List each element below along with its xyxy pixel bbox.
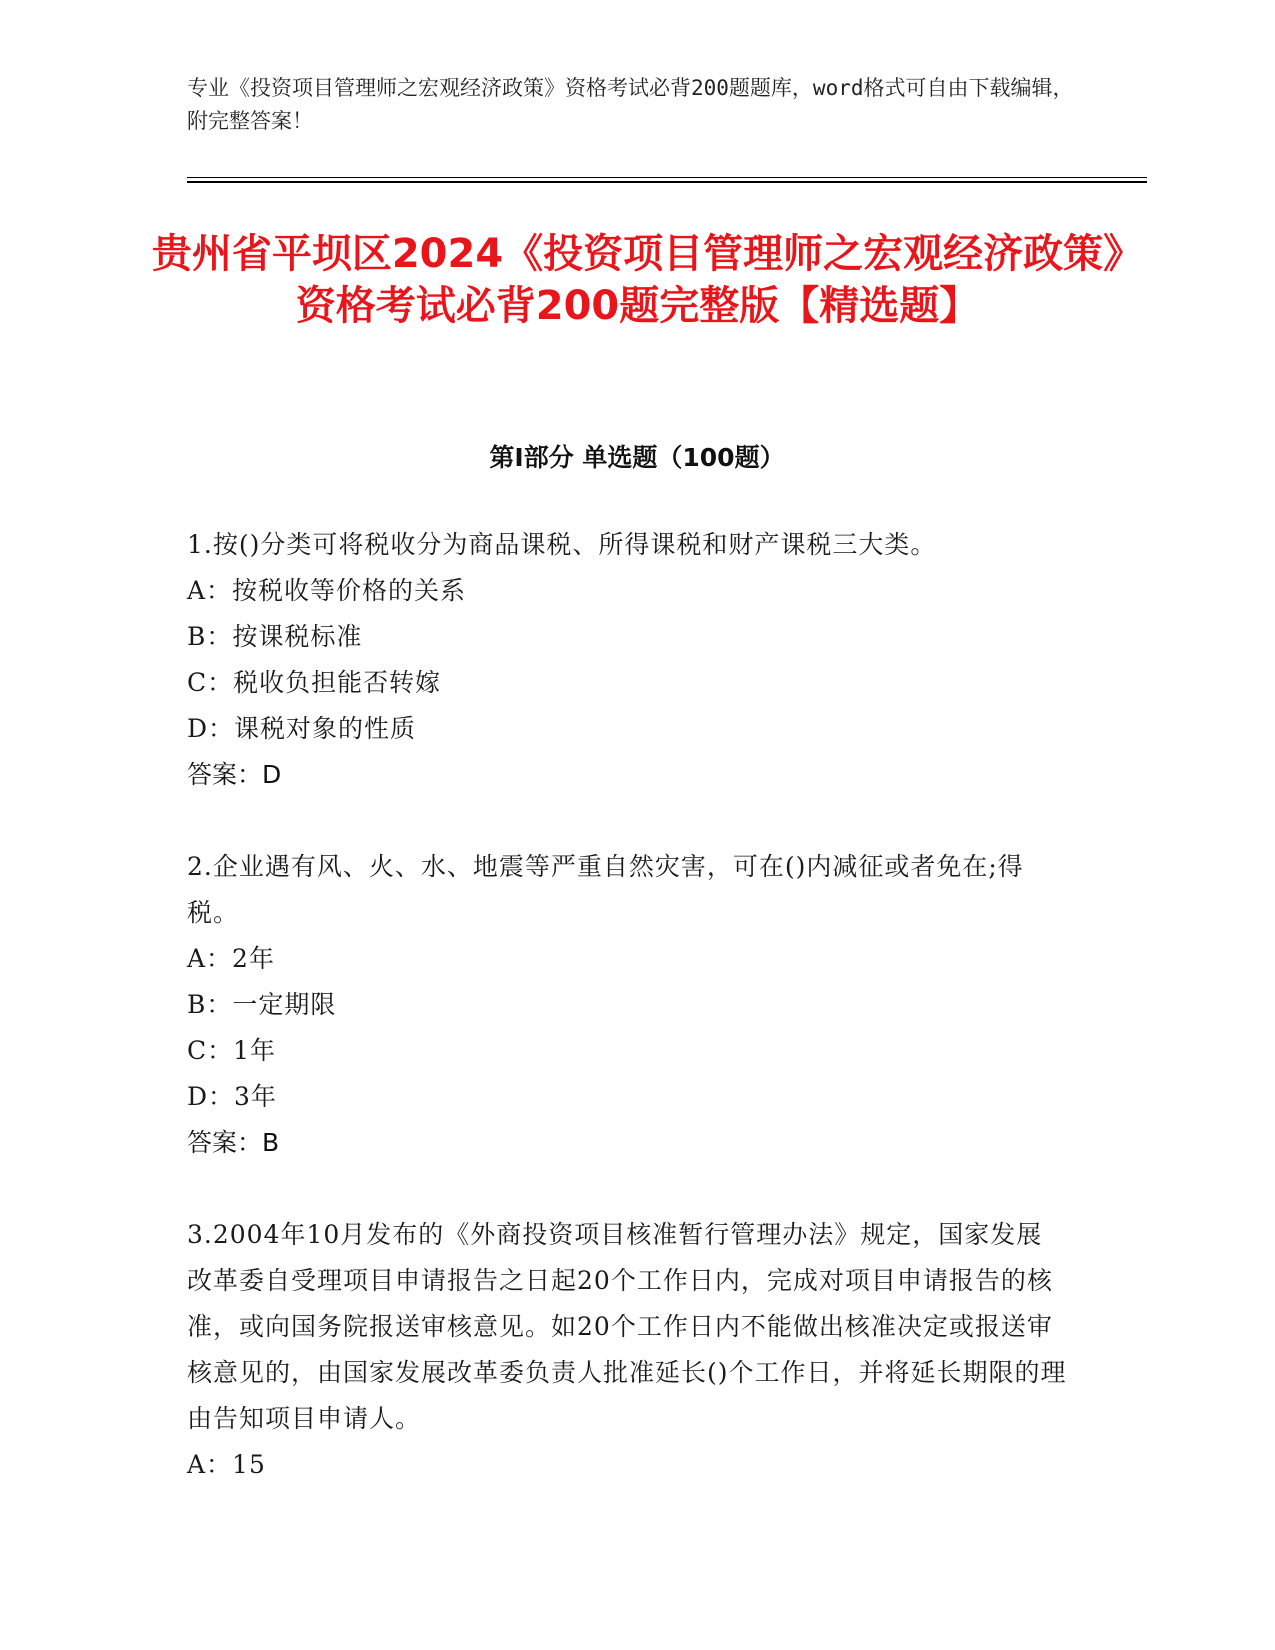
option-b: B：按课税标准 (187, 622, 363, 651)
question-list (187, 522, 1067, 1534)
header-divider-thin (187, 177, 1147, 178)
option-c: C：1年 (187, 1036, 277, 1065)
answer: 答案：D (187, 760, 282, 789)
section-heading: 第Ⅰ部分 单选题（100题） (489, 443, 785, 472)
option-c: C：税收负担能否转嫁 (187, 668, 442, 697)
header-note: 专业《投资项目管理师之宏观经济政策》资格考试必背200题题库，word格式可自由下载编辑，附完整答案！ (187, 76, 1074, 133)
question-2 (187, 844, 1067, 1166)
option-b: B：一定期限 (187, 990, 337, 1019)
option-a: A：15 (187, 1450, 266, 1479)
option-d: D：3年 (187, 1082, 277, 1111)
question-1 (187, 522, 1067, 798)
option-a: A：按税收等价格的关系 (187, 576, 467, 605)
option-a: A：2年 (187, 944, 275, 973)
document-title: 贵州省平坝区2024《投资项目管理师之宏观经济政策》资格考试必背200题完整版【精选题】 (151, 231, 1124, 329)
answer: 答案：B (187, 1128, 280, 1157)
option-d: D：课税对象的性质 (187, 714, 417, 743)
question-3 (187, 1212, 1067, 1488)
question-text: 3.2004年10月发布的《外商投资项目核准暂行管理办法》规定，国家发展改革委自受理项目申请报告之日起20个工作日内，完成对项目申请报告的核准，或向国务院报送审核意见。如20个工作日内不能做出核准决定或报送审核意见的，由国家发展改革委负责人批准延长()个工作日，并将延长期限的理由告知项目申请人。 (187, 1220, 1067, 1433)
header-divider-thick (187, 181, 1147, 183)
question-text: 1.按()分类可将税收分为商品课税、所得课税和财产课税三大类。 (187, 530, 937, 559)
question-text: 2.企业遇有风、火、水、地震等严重自然灾害，可在()内减征或者免在;得税。 (187, 852, 1024, 927)
